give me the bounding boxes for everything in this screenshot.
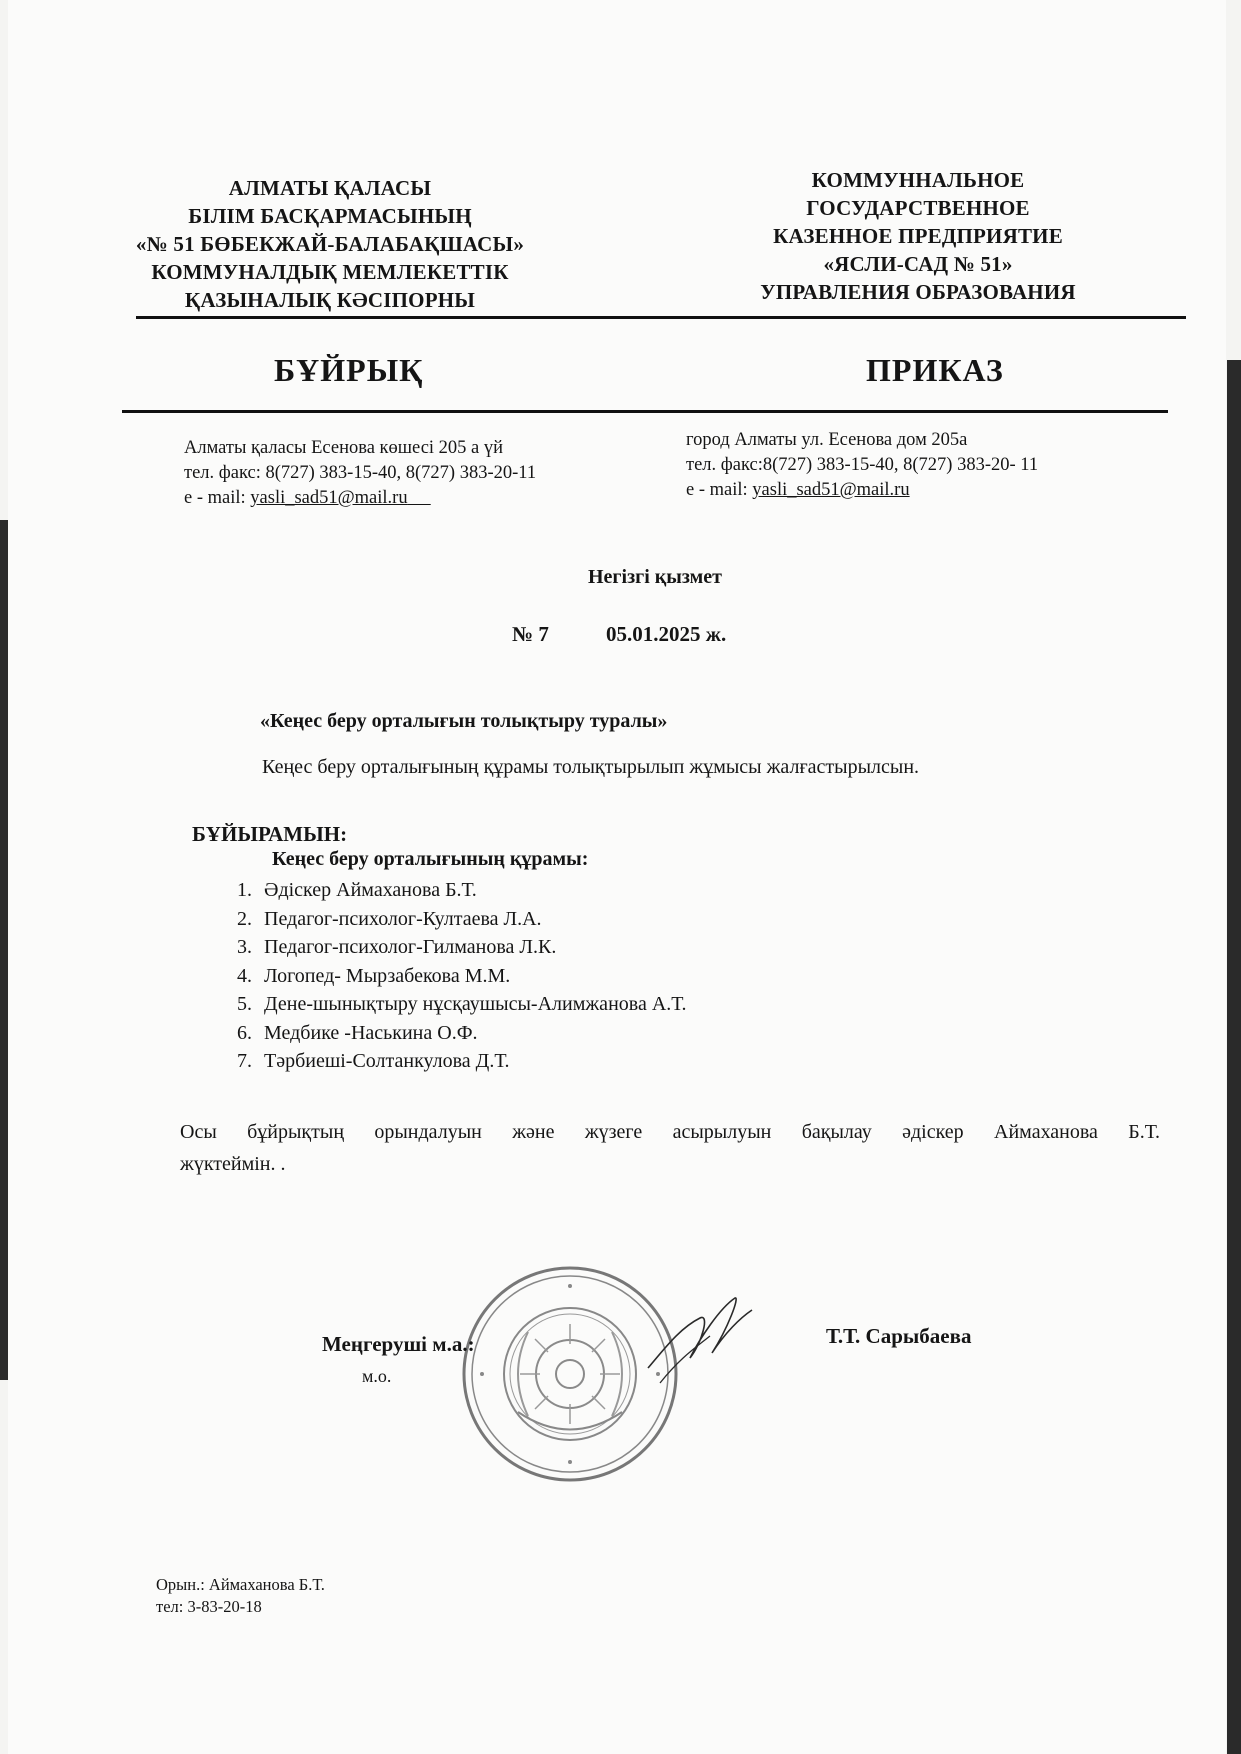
order-date: 05.01.2025 ж.: [606, 622, 727, 646]
scan-background-right: [1227, 360, 1241, 1754]
header-rule-top: [136, 316, 1186, 319]
order-command: БҰЙЫРАМЫН:: [192, 822, 348, 846]
address-kz: [184, 436, 624, 511]
member-list-heading: Кеңес беру орталығының құрамы:: [272, 848, 589, 870]
header-ru-line: «ЯСЛИ-САД № 51»: [823, 252, 1013, 276]
email-link-kz[interactable]: yasli_sad51@mail.ru: [250, 488, 408, 508]
signatory-name: Т.Т. Сарыбаева: [826, 1324, 972, 1348]
order-preamble: Кеңес беру орталығының құрамы толықтырылып жұмысы жалғастырылсын.: [262, 756, 920, 778]
list-item: 5. Дене-шынықтыру нұсқаушысы-Алимжанова А.Т.: [237, 993, 687, 1015]
order-subject: «Кеңес беру орталығын толықтыру туралы»: [260, 710, 668, 732]
header-kz-line: КОММУНАЛДЫҚ МЕМЛЕКЕТТІК: [151, 260, 509, 284]
order-number: № 7: [512, 622, 549, 646]
address-ru: [686, 428, 1146, 503]
header-rule-bottom: [122, 410, 1168, 413]
list-item: 6. Медбике -Наськина О.Ф.: [237, 1021, 478, 1044]
list-item: 3. Педагог-психолог-Гилманова Л.К.: [237, 936, 557, 958]
header-ru: [738, 166, 1098, 306]
signatory-position: Меңгеруші м.а.:: [322, 1332, 475, 1356]
address-kz-email-line: [184, 486, 624, 511]
list-item: 2. Педагог-психолог-Култаева Л.А.: [237, 907, 542, 930]
header-ru-line: УПРАВЛЕНИЯ ОБРАЗОВАНИЯ: [760, 280, 1076, 304]
signatory-position-sub: м.о.: [362, 1366, 392, 1386]
email-label: e - mail:: [184, 488, 251, 508]
title-kz: БҰЙРЫҚ: [274, 352, 424, 388]
control-line-1: Осы бұйрықтың орындалуын және жүзеге асырылуын бақылау әдіскер Аймаханова Б.Т.: [180, 1121, 1160, 1143]
executor-name: Орын.: Аймаханова Б.Т.: [156, 1575, 325, 1594]
address-ru-phone: тел. факс:8(727) 383-15-40, 8(727) 383-20- 11: [686, 455, 1039, 475]
address-ru-street: город Алматы ул. Есенова дом 205а: [686, 430, 968, 450]
control-line-2: жүктеймін. .: [180, 1153, 286, 1175]
executor-phone: тел: 3-83-20-18: [156, 1597, 262, 1616]
header-kz-line: АЛМАТЫ ҚАЛАСЫ: [228, 176, 432, 200]
header-kz: [110, 174, 550, 314]
activity-type: Негізгі қызмет: [588, 566, 722, 588]
list-item: 4. Логопед- Мырзабекова М.М.: [237, 964, 511, 987]
list-item: 7. Тәрбиеші-Солтанкулова Д.Т.: [237, 1050, 510, 1072]
header-kz-line: ҚАЗЫНАЛЫҚ КӘСІПОРНЫ: [184, 288, 476, 312]
control-clause: [180, 1116, 1160, 1180]
handwritten-signature: [640, 1288, 760, 1398]
footer-executor: [156, 1574, 325, 1618]
header-ru-line: ГОСУДАРСТВЕННОЕ: [806, 196, 1030, 220]
header-ru-line: КАЗЕННОЕ ПРЕДПРИЯТИЕ: [773, 224, 1063, 248]
email-link-ru[interactable]: yasli_sad51@mail.ru: [752, 480, 910, 500]
member-list: [218, 876, 918, 1076]
address-kz-phone: тел. факс: 8(727) 383-15-40, 8(727) 383-20-11: [184, 463, 537, 483]
header-kz-line: БІЛІМ БАСҚАРМАСЫНЫҢ: [188, 204, 472, 228]
header-kz-line: «№ 51 БӨБЕКЖАЙ-БАЛАБАҚШАСЫ»: [135, 232, 525, 256]
list-item: 1. Әдіскер Аймаханова Б.Т.: [237, 879, 477, 901]
header-ru-line: КОММУННАЛЬНОЕ: [811, 168, 1025, 192]
email-label: e - mail:: [686, 480, 753, 500]
address-kz-street: Алматы қаласы Есенова көшесі 205 а үй: [184, 438, 504, 458]
title-ru: ПРИКАЗ: [866, 352, 1004, 388]
address-ru-email-line: [686, 478, 1146, 503]
